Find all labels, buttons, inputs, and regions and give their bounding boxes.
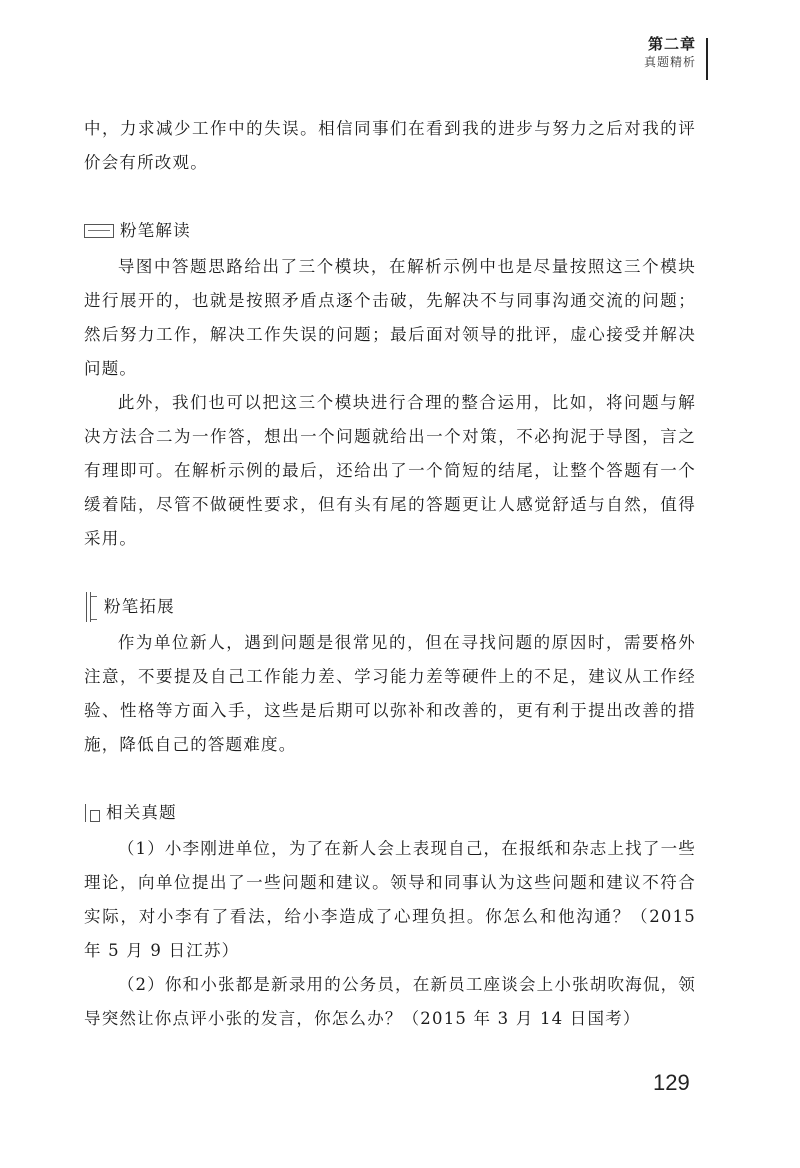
- section-related: [84, 796, 696, 1036]
- related-questions-icon: [84, 804, 100, 822]
- intro-paragraph: 中，力求减少工作中的失误。相信同事们在看到我的进步与努力之后对我的评价会有所改观。: [84, 119, 696, 172]
- page-body: [84, 112, 696, 1036]
- section-expansion: [84, 590, 696, 762]
- section-interpretation: [84, 214, 696, 556]
- chalk-interpret-icon: [84, 224, 114, 238]
- header-divider: [706, 38, 708, 80]
- question-item: （1）小李刚进单位，为了在新人会上表现自己，在报纸和杂志上找了一些理论，向单位提出了一些问题和建议。领导和同事认为这些问题和建议不符合实际，对小李有了看法，给小李造成了心理负担。你怎么和他沟通？（2015 年 5 月 9 日江苏）: [84, 839, 696, 960]
- running-header: [644, 34, 696, 70]
- body-paragraph: 作为单位新人，遇到问题是很常见的，但在寻找问题的原因时，需要格外注意，不要提及自己工作能力差、学习能力差等硬件上的不足，建议从工作经验、性格等方面入手，这些是后期可以弥补和改善的，更有利于提出改善的措施，降低自己的答题难度。: [84, 633, 696, 754]
- section-heading: [84, 590, 696, 624]
- body-paragraph: 此外，我们也可以把这三个模块进行合理的整合运用，比如，将问题与解决方法合二为一作答，想出一个问题就给出一个对策，不必拘泥于导图，言之有理即可。在解析示例的最后，还给出了一个简短的结尾，让整个答题有一个缓着陆，尽管不做硬性要求，但有头有尾的答题更让人感觉舒适与自然，值得采用。: [84, 393, 696, 548]
- chalk-expand-icon: [84, 592, 98, 622]
- question-item: （2）你和小张都是新录用的公务员，在新员工座谈会上小张胡吹海侃，领导突然让你点评小张的发言，你怎么办？（2015 年 3 月 14 日国考）: [84, 975, 696, 1028]
- chapter-label: 第二章: [647, 35, 696, 53]
- section-title: 相关真题: [106, 803, 177, 822]
- section-heading: [84, 796, 696, 830]
- page-number: 129: [653, 1070, 690, 1095]
- body-paragraph: 导图中答题思路给出了三个模块，在解析示例中也是尽量按照这三个模块进行展开的，也就是按照矛盾点逐个击破，先解决不与同事沟通交流的问题；然后努力工作，解决工作失误的问题；最后面对领导的批评，虚心接受并解决问题。: [84, 257, 696, 378]
- section-title: 粉笔拓展: [104, 597, 175, 616]
- section-heading: [84, 214, 696, 248]
- chapter-subtitle: 真题精析: [643, 55, 696, 70]
- section-title: 粉笔解读: [120, 221, 191, 240]
